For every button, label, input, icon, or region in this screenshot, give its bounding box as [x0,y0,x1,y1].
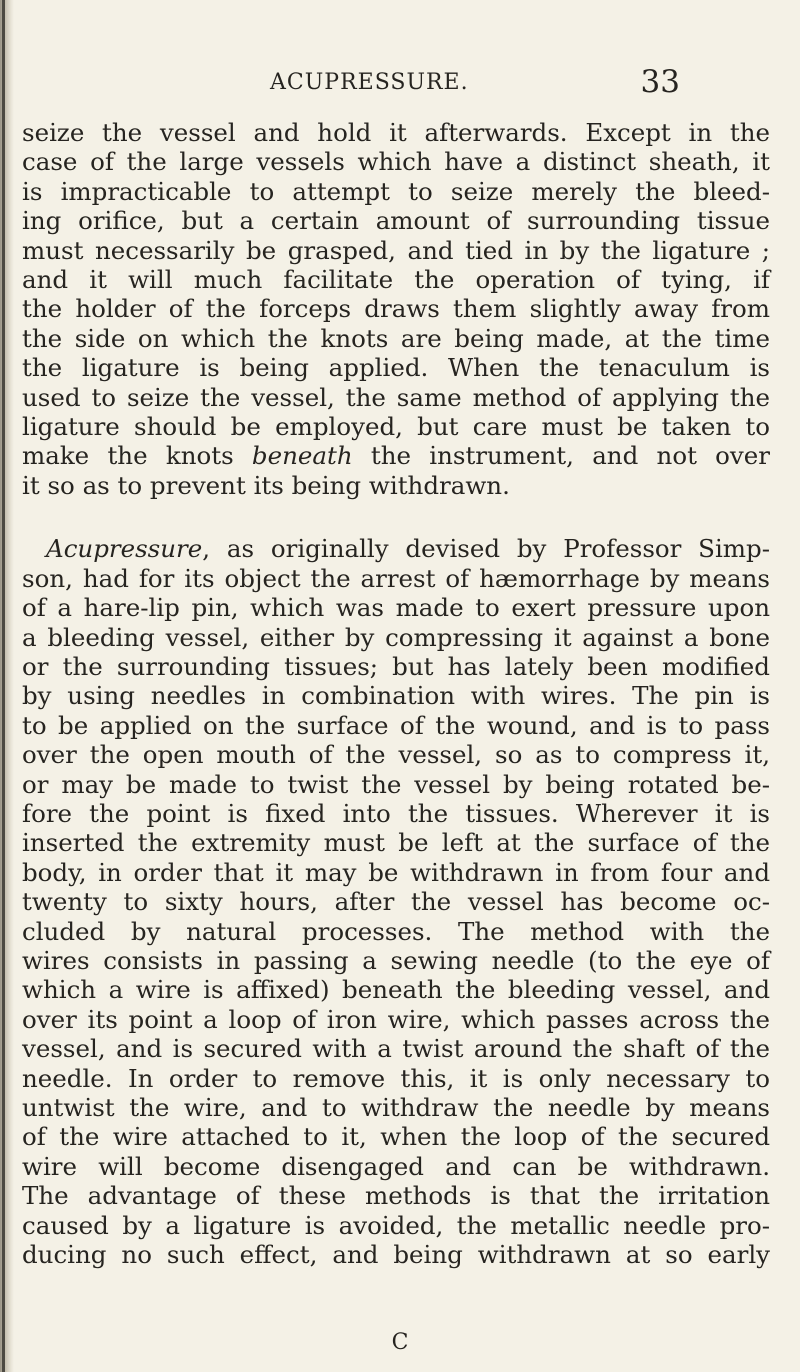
text-line: used to seize the vessel, the same method of applying the [22,382,770,412]
page-number: 33 [640,64,680,100]
text-line: caused by a ligature is avoided, the metallic needle pro- [22,1210,770,1240]
text-line: seize the vessel and hold it afterwards. Except in the [22,118,770,147]
text-line: the side on which the knots are being made, at the time [22,323,770,353]
page-header [120,64,680,110]
text-line: must necessarily be grasped, and tied in by the ligature ; [22,235,770,265]
text-line: untwist the wire, and to withdraw the needle by means [22,1093,770,1122]
text-line: vessel, and is secured with a twist around the shaft of the [22,1034,770,1064]
text-line: or the surrounding tissues; but has lately been modified [22,651,770,681]
text-line: of a hare-lip pin, which was made to exert pressure upon [22,593,770,623]
text-line: wire will become disengaged and can be withdrawn. [22,1151,770,1181]
italic-phrase: Acupressure [46,534,203,564]
text-line: The advantage of these methods is that the irritation [22,1181,770,1211]
text-line: needle. In order to remove this, it is only necessary to [22,1063,770,1093]
text-line: of the wire attached to it, when the loop of the secured [22,1122,770,1152]
paragraph-1 [22,118,770,500]
text-line: twenty to sixty hours, after the vessel has become oc- [22,887,770,917]
running-head: ACUPRESSURE. [270,70,469,95]
signature-mark: C [391,1330,409,1355]
text-line: ing orifice, but a certain amount of surrounding tissue [22,206,770,236]
text-line: or may be made to twist the vessel by being rotated be- [22,769,770,799]
text-line: which a wire is affixed) beneath the bleeding vessel, and [22,975,770,1005]
binding-edge [2,0,5,1372]
text-line-with-italic: make the knots beneath the instrument, and not over [22,441,770,471]
text-line: ducing no such effect, and being withdrawn at so early [22,1240,770,1270]
text-line: wires consists in passing a sewing needle (to the eye of [22,945,770,975]
text-line: it so as to prevent its being withdrawn. [22,470,510,500]
text-line: the holder of the forceps draws them slightly away from [22,294,770,324]
text-line: inserted the extremity must be left at the surface of the [22,828,770,858]
text-line: case of the large vessels which have a distinct sheath, it [22,147,770,177]
body-text [22,118,770,1269]
italic-phrase: beneath [251,441,353,471]
text-line-with-italic: Acupressure, as originally devised by Professor Simp- [46,534,770,564]
text-line: and it will much facilitate the operation of tying, if [22,265,770,295]
text-line: body, in order that it may be withdrawn in from four and [22,857,770,887]
text-line: cluded by natural processes. The method with the [22,916,770,946]
text-line: son, had for its object the arrest of hæmorrhage by means [22,563,770,593]
text-line: over its point a loop of iron wire, which passes across the [22,1004,770,1034]
text-line: by using needles in combination with wires. The pin is [22,681,770,711]
text-line: the ligature is being applied. When the tenaculum is [22,353,770,383]
text-line: a bleeding vessel, either by compressing it against a bone [22,622,770,652]
text-line: over the open mouth of the vessel, so as to compress it, [22,740,770,770]
text-line: is impracticable to attempt to seize merely the bleed- [22,176,770,206]
text-line: to be applied on the surface of the wound, and is to pass [22,710,770,740]
paragraph-2 [22,534,770,1269]
text-line: fore the point is fixed into the tissues. Wherever it is [22,798,770,828]
text-line: ligature should be employed, but care must be taken to [22,412,770,442]
